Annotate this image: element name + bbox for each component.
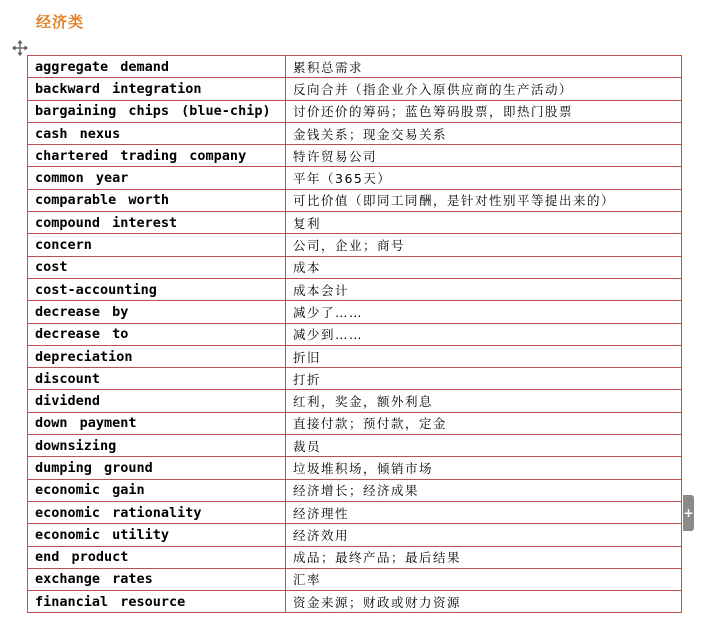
table-row bbox=[28, 546, 682, 568]
term-cell: dumping ground bbox=[28, 457, 286, 479]
term-cell: exchange rates bbox=[28, 568, 286, 590]
meaning-cell: 经济增长；经济成果 bbox=[286, 479, 682, 501]
table-row bbox=[28, 501, 682, 523]
table-row bbox=[28, 278, 682, 300]
glossary-body bbox=[28, 56, 682, 613]
table-row bbox=[28, 591, 682, 613]
term-cell: depreciation bbox=[28, 345, 286, 367]
plus-icon: + bbox=[683, 506, 694, 520]
table-row bbox=[28, 323, 682, 345]
term-cell: aggregate demand bbox=[28, 56, 286, 78]
meaning-cell: 特许贸易公司 bbox=[286, 145, 682, 167]
term-cell: down payment bbox=[28, 412, 286, 434]
meaning-cell: 公司，企业；商号 bbox=[286, 234, 682, 256]
table-move-handle-icon[interactable] bbox=[12, 40, 28, 56]
term-cell: cost bbox=[28, 256, 286, 278]
meaning-cell: 垃圾堆积场，倾销市场 bbox=[286, 457, 682, 479]
table-row bbox=[28, 234, 682, 256]
table-row bbox=[28, 145, 682, 167]
meaning-cell: 讨价还价的筹码；蓝色筹码股票，即热门股票 bbox=[286, 100, 682, 122]
meaning-cell: 减少到…… bbox=[286, 323, 682, 345]
glossary-table bbox=[27, 55, 682, 613]
table-row bbox=[28, 301, 682, 323]
table-row bbox=[28, 100, 682, 122]
term-cell: dividend bbox=[28, 390, 286, 412]
term-cell: decrease to bbox=[28, 323, 286, 345]
meaning-cell: 可比价值（即同工同酬，是针对性别平等提出来的） bbox=[286, 189, 682, 211]
term-cell: decrease by bbox=[28, 301, 286, 323]
term-cell: end product bbox=[28, 546, 286, 568]
table-row bbox=[28, 524, 682, 546]
meaning-cell: 累积总需求 bbox=[286, 56, 682, 78]
term-cell: economic rationality bbox=[28, 501, 286, 523]
meaning-cell: 金钱关系；现金交易关系 bbox=[286, 122, 682, 144]
term-cell: economic gain bbox=[28, 479, 286, 501]
table-row bbox=[28, 412, 682, 434]
term-cell: financial resource bbox=[28, 591, 286, 613]
term-cell: comparable worth bbox=[28, 189, 286, 211]
table-row bbox=[28, 122, 682, 144]
table-row bbox=[28, 345, 682, 367]
meaning-cell: 成品；最终产品；最后结果 bbox=[286, 546, 682, 568]
table-row bbox=[28, 368, 682, 390]
term-cell: discount bbox=[28, 368, 286, 390]
table-row bbox=[28, 390, 682, 412]
table-row bbox=[28, 457, 682, 479]
term-cell: cost-accounting bbox=[28, 278, 286, 300]
meaning-cell: 折旧 bbox=[286, 345, 682, 367]
meaning-cell: 反向合并（指企业介入原供应商的生产活动） bbox=[286, 78, 682, 100]
side-expand-tab[interactable] bbox=[683, 495, 694, 531]
table-row bbox=[28, 479, 682, 501]
term-cell: cash nexus bbox=[28, 122, 286, 144]
meaning-cell: 直接付款；预付款，定金 bbox=[286, 412, 682, 434]
table-row bbox=[28, 568, 682, 590]
meaning-cell: 复利 bbox=[286, 212, 682, 234]
table-row bbox=[28, 167, 682, 189]
term-cell: downsizing bbox=[28, 435, 286, 457]
section-heading: 经济类 bbox=[36, 13, 85, 31]
table-row bbox=[28, 212, 682, 234]
meaning-cell: 裁员 bbox=[286, 435, 682, 457]
term-cell: economic utility bbox=[28, 524, 286, 546]
term-cell: compound interest bbox=[28, 212, 286, 234]
term-cell: concern bbox=[28, 234, 286, 256]
term-cell: chartered trading company bbox=[28, 145, 286, 167]
table-row bbox=[28, 189, 682, 211]
meaning-cell: 成本 bbox=[286, 256, 682, 278]
term-cell: bargaining chips (blue-chip) bbox=[28, 100, 286, 122]
meaning-cell: 汇率 bbox=[286, 568, 682, 590]
meaning-cell: 经济理性 bbox=[286, 501, 682, 523]
term-cell: backward integration bbox=[28, 78, 286, 100]
meaning-cell: 平年（365天） bbox=[286, 167, 682, 189]
meaning-cell: 减少了…… bbox=[286, 301, 682, 323]
meaning-cell: 成本会计 bbox=[286, 278, 682, 300]
table-row bbox=[28, 78, 682, 100]
meaning-cell: 红利，奖金，额外利息 bbox=[286, 390, 682, 412]
meaning-cell: 资金来源；财政或财力资源 bbox=[286, 591, 682, 613]
term-cell: common year bbox=[28, 167, 286, 189]
table-row bbox=[28, 435, 682, 457]
table-row bbox=[28, 56, 682, 78]
meaning-cell: 打折 bbox=[286, 368, 682, 390]
table-row bbox=[28, 256, 682, 278]
meaning-cell: 经济效用 bbox=[286, 524, 682, 546]
